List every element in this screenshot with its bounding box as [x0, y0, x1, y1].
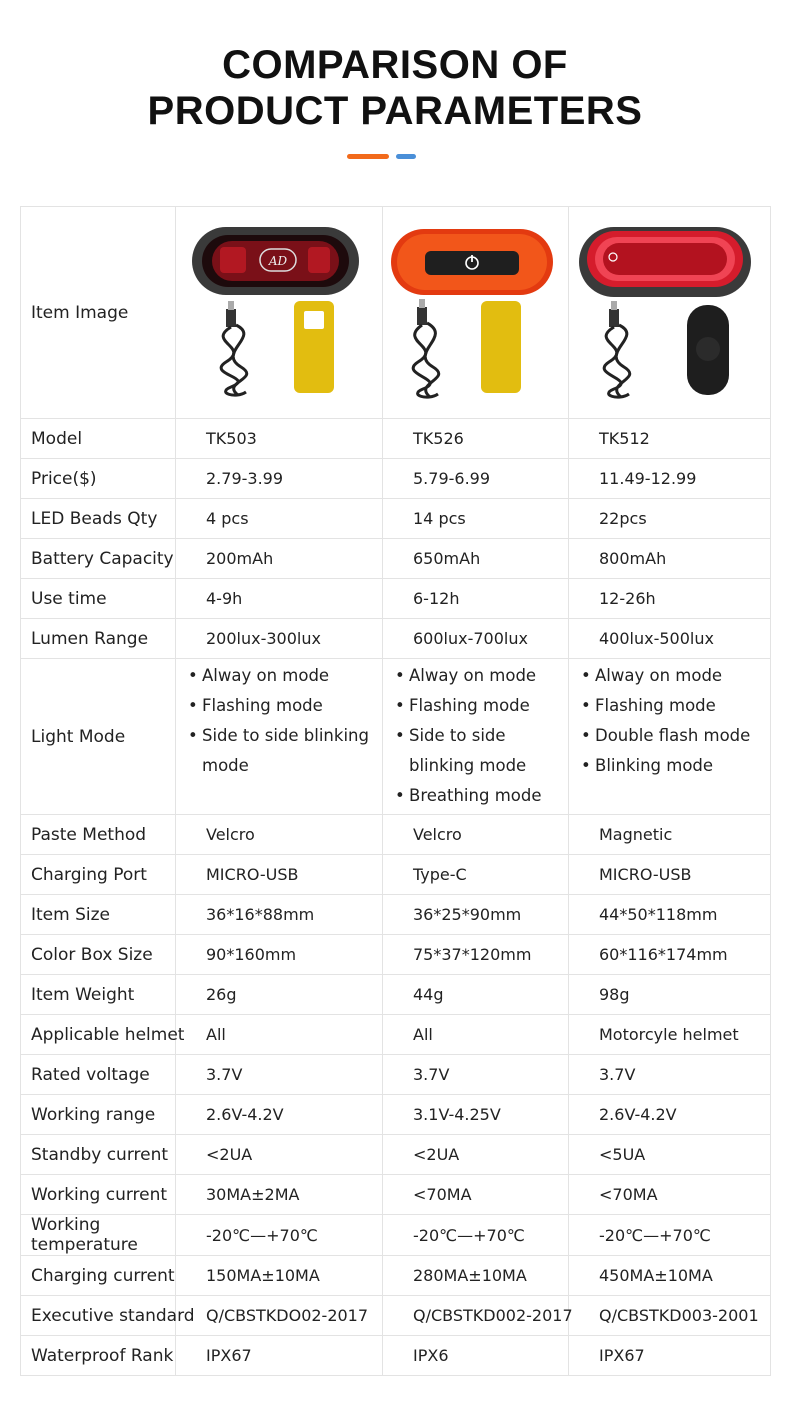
table-row-light-mode: [21, 659, 771, 815]
cell-light-modes: [569, 659, 771, 815]
accent-bar-blue: [396, 154, 416, 159]
row-label: Light Mode: [21, 659, 176, 815]
cell-value: Q/CBSTKDO02-2017: [176, 1296, 383, 1336]
cell-value: 36*25*90mm: [383, 895, 569, 935]
table-row-charging-port: [21, 855, 771, 895]
cell-value: 75*37*120mm: [383, 935, 569, 975]
cell-value: 90*160mm: [176, 935, 383, 975]
table-row-item-size: [21, 895, 771, 935]
list-item: • Flashing mode: [579, 691, 770, 721]
row-label: Item Image: [21, 207, 176, 419]
row-label: LED Beads Qty: [21, 499, 176, 539]
row-label: Battery Capacity: [21, 539, 176, 579]
table-row-item-weight: [21, 975, 771, 1015]
cell-value: MICRO-USB: [569, 855, 771, 895]
cell-value: <2UA: [176, 1135, 383, 1175]
svg-text:AD: AD: [268, 254, 288, 268]
cell-value: TK503: [176, 419, 383, 459]
table-row-working-range: [21, 1095, 771, 1135]
table-row-battery-capacity: [21, 539, 771, 579]
row-label: Applicable helmet: [21, 1015, 176, 1055]
velcro-pad-icon: [481, 301, 521, 393]
page-title: [0, 42, 790, 134]
cell-value: 26g: [176, 975, 383, 1015]
cell-value: 400lux-500lux: [569, 619, 771, 659]
cell-value: MICRO-USB: [176, 855, 383, 895]
row-label: Item Size: [21, 895, 176, 935]
table-row-charging-current: [21, 1256, 771, 1296]
cell-value: 11.49-12.99: [569, 459, 771, 499]
list-item: • Alway on mode: [579, 661, 770, 691]
list-item: • Alway on mode: [186, 661, 382, 691]
cell-value: Velcro: [383, 815, 569, 855]
row-label: Charging Port: [21, 855, 176, 895]
cell-value: IPX6: [383, 1336, 569, 1376]
row-label: Working range: [21, 1095, 176, 1135]
cell-value: Velcro: [176, 815, 383, 855]
cell-value: Type-C: [383, 855, 569, 895]
list-item: • Side to side blinking mode: [186, 721, 382, 781]
row-label: Executive standard: [21, 1296, 176, 1336]
cell-value: -20℃—+70℃: [176, 1215, 383, 1256]
product-image-3: [569, 207, 771, 419]
accent-bar-orange: [347, 154, 389, 159]
title-line-2: PRODUCT PARAMETERS: [147, 89, 643, 133]
cell-value: IPX67: [569, 1336, 771, 1376]
cell-value: 3.7V: [569, 1055, 771, 1095]
cell-value: -20℃—+70℃: [569, 1215, 771, 1256]
row-label: Model: [21, 419, 176, 459]
taillight-icon: [192, 227, 359, 295]
cell-value: 2.79-3.99: [176, 459, 383, 499]
list-item: • Alway on mode: [393, 661, 568, 691]
cell-value: 60*116*174mm: [569, 935, 771, 975]
cell-value: TK526: [383, 419, 569, 459]
cell-value: <2UA: [383, 1135, 569, 1175]
cell-value: 2.6V-4.2V: [176, 1095, 383, 1135]
mode-list: [186, 661, 382, 781]
cell-value: 5.79-6.99: [383, 459, 569, 499]
list-item: • Double flash mode: [579, 721, 770, 751]
row-label: Working current: [21, 1175, 176, 1215]
list-item: • Flashing mode: [393, 691, 568, 721]
cell-value: 44g: [383, 975, 569, 1015]
row-label: Lumen Range: [21, 619, 176, 659]
product-image-1: [176, 207, 383, 419]
cell-value: 36*16*88mm: [176, 895, 383, 935]
product-image-2: [383, 207, 569, 419]
table-row-applicable-helmet: [21, 1015, 771, 1055]
cell-value: 3.1V-4.25V: [383, 1095, 569, 1135]
table-row-working-temperature: [21, 1215, 771, 1256]
cell-value: 2.6V-4.2V: [569, 1095, 771, 1135]
cell-value: 12-26h: [569, 579, 771, 619]
cell-light-modes: [383, 659, 569, 815]
cell-value: 22pcs: [569, 499, 771, 539]
table-row-item-image: [21, 207, 771, 419]
table-row-model: [21, 419, 771, 459]
cell-value: 98g: [569, 975, 771, 1015]
cell-value: -20℃—+70℃: [383, 1215, 569, 1256]
cell-value: 280MA±10MA: [383, 1256, 569, 1296]
table-row-standby-current: [21, 1135, 771, 1175]
cell-value: 800mAh: [569, 539, 771, 579]
cell-value: 14 pcs: [383, 499, 569, 539]
row-label: Waterproof Rank: [21, 1336, 176, 1376]
usb-cable-icon: [413, 299, 439, 397]
velcro-pad-icon: [294, 301, 334, 393]
cell-value: 3.7V: [383, 1055, 569, 1095]
cell-value: 600lux-700lux: [383, 619, 569, 659]
usb-cable-icon: [221, 301, 247, 395]
row-label: Color Box Size: [21, 935, 176, 975]
table-row-working-current: [21, 1175, 771, 1215]
row-label: Price($): [21, 459, 176, 499]
taillight-icon: [391, 229, 553, 295]
table-row-paste-method: [21, 815, 771, 855]
cell-light-modes: [176, 659, 383, 815]
cell-value: 44*50*118mm: [569, 895, 771, 935]
cell-value: 30MA±2MA: [176, 1175, 383, 1215]
cell-value: TK512: [569, 419, 771, 459]
table-row-rated-voltage: [21, 1055, 771, 1095]
cell-value: 150MA±10MA: [176, 1256, 383, 1296]
table-row-price: [21, 459, 771, 499]
table-row-waterproof-rank: [21, 1336, 771, 1376]
taillight-icon: [579, 227, 751, 297]
table-row-led-beads-qty: [21, 499, 771, 539]
cell-value: All: [383, 1015, 569, 1055]
row-label: Use time: [21, 579, 176, 619]
cell-value: <5UA: [569, 1135, 771, 1175]
cell-value: <70MA: [383, 1175, 569, 1215]
row-label: Item Weight: [21, 975, 176, 1015]
magnetic-mount-icon: [687, 305, 729, 395]
list-item: • Flashing mode: [186, 691, 382, 721]
cell-value: 200mAh: [176, 539, 383, 579]
parameters-table: [20, 206, 771, 1376]
cell-value: 3.7V: [176, 1055, 383, 1095]
cell-value: 6-12h: [383, 579, 569, 619]
list-item: • Side to side blinking mode: [393, 721, 568, 781]
row-label: Paste Method: [21, 815, 176, 855]
mode-list: [393, 661, 568, 811]
title-line-1: COMPARISON OF: [222, 43, 568, 87]
usb-cable-icon: [604, 301, 630, 397]
row-label: Rated voltage: [21, 1055, 176, 1095]
cell-value: 650mAh: [383, 539, 569, 579]
table-row-color-box-size: [21, 935, 771, 975]
table-row-executive-standard: [21, 1296, 771, 1336]
cell-value: Q/CBSTKD003-2001: [569, 1296, 771, 1336]
cell-value: 4 pcs: [176, 499, 383, 539]
cell-value: IPX67: [176, 1336, 383, 1376]
cell-value: Motorcyle helmet: [569, 1015, 771, 1055]
row-label: Charging current: [21, 1256, 176, 1296]
cell-value: All: [176, 1015, 383, 1055]
cell-value: <70MA: [569, 1175, 771, 1215]
cell-value: 4-9h: [176, 579, 383, 619]
cell-value: Magnetic: [569, 815, 771, 855]
cell-value: Q/CBSTKD002-2017: [383, 1296, 569, 1336]
row-label: Working temperature: [21, 1215, 176, 1256]
row-label: Standby current: [21, 1135, 176, 1175]
mode-list: [579, 661, 770, 781]
table-row-use-time: [21, 579, 771, 619]
cell-value: 200lux-300lux: [176, 619, 383, 659]
table-row-lumen-range: [21, 619, 771, 659]
list-item: • Breathing mode: [393, 781, 568, 811]
list-item: • Blinking mode: [579, 751, 770, 781]
cell-value: 450MA±10MA: [569, 1256, 771, 1296]
